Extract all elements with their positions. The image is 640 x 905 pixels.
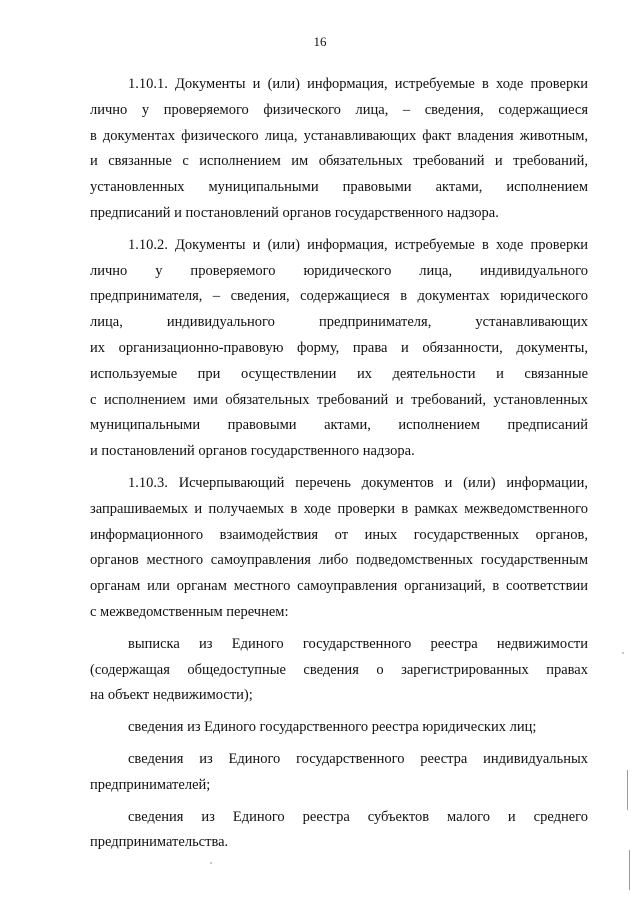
list-item-sme-register [90,805,588,857]
list-item-entrepreneurs-register [90,747,588,799]
text-line: органам или органам местного самоуправления организаций, в соответствии [90,578,588,595]
text-line: 1.10.1. Документы и (или) информация, истребуемые в ходе проверки [128,76,588,92]
text-line: предпринимательства. [90,834,229,851]
text-line: используемые при осуществлении их деятельности и связанные [90,365,588,382]
text-line: в документах физического лица, устанавливающих факт владения животным, [90,127,588,144]
list-item-legal-entities-register [90,715,588,741]
text-line: и связанные с исполнением им обязательных требований и требований, [90,153,588,170]
page-number: 16 [313,34,327,49]
scan-artifact-dot [622,652,624,654]
text-line: муниципальными правовыми актами, исполнением предписаний [90,417,588,434]
text-line: информационного взаимодействия от иных государственных органов, [90,526,588,543]
text-line: предписаний и постановлений органов государственного надзора. [90,204,499,221]
text-line: лично у проверяемого физического лица, – сведения, содержащиеся [90,101,588,118]
text-line: и постановлений органов государственного надзора. [90,443,415,460]
text-line: лично у проверяемого юридического лица, индивидуального [90,262,588,279]
scan-artifact-dot [210,862,212,864]
text-line: с исполнением ими обязательных требований и требований, установленных [90,391,588,408]
text-line: сведения из Единого государственного реестра юридических лиц; [128,719,537,736]
text-line: установленных муниципальными правовыми актами, исполнением [90,179,588,196]
text-line: 1.10.3. Исчерпывающий перечень документов и (или) информации, [128,474,588,491]
text-line: с межведомственным перечнем: [90,603,289,620]
document-body [90,72,588,862]
text-line: 1.10.2. Документы и (или) информация, истребуемые в ходе проверки [128,236,588,253]
text-line: (содержащая общедоступные сведения о зарегистрированных правах [90,661,588,678]
scan-artifact-line [629,850,630,890]
text-line: лица, индивидуального предпринимателя, устанавливающих [90,314,588,331]
text-line: органов местного самоуправления либо подведомственных государственным [90,552,588,569]
text-line: запрашиваемых и получаемых в ходе проверки в рамках межведомственного [90,500,588,517]
text-line: предпринимателей; [90,776,211,793]
text-line: их организационно-правовую форму, права и обязанности, документы, [90,339,588,356]
list-item-real-estate-extract [90,632,588,709]
paragraph-1-10-2 [90,233,588,465]
paragraph-1-10-1 [90,72,588,227]
paragraph-1-10-3 [90,471,588,626]
text-line: на объект недвижимости); [90,687,253,704]
text-line: сведения из Единого государственного реестра индивидуальных [128,750,588,767]
scan-artifact-line [627,770,628,810]
text-line: выписка из Единого государственного реестра недвижимости [128,635,588,652]
text-line: предпринимателя, – сведения, содержащиеся в документах юридического [90,288,588,305]
text-line: сведения из Единого реестра субъектов малого и среднего [128,808,588,825]
